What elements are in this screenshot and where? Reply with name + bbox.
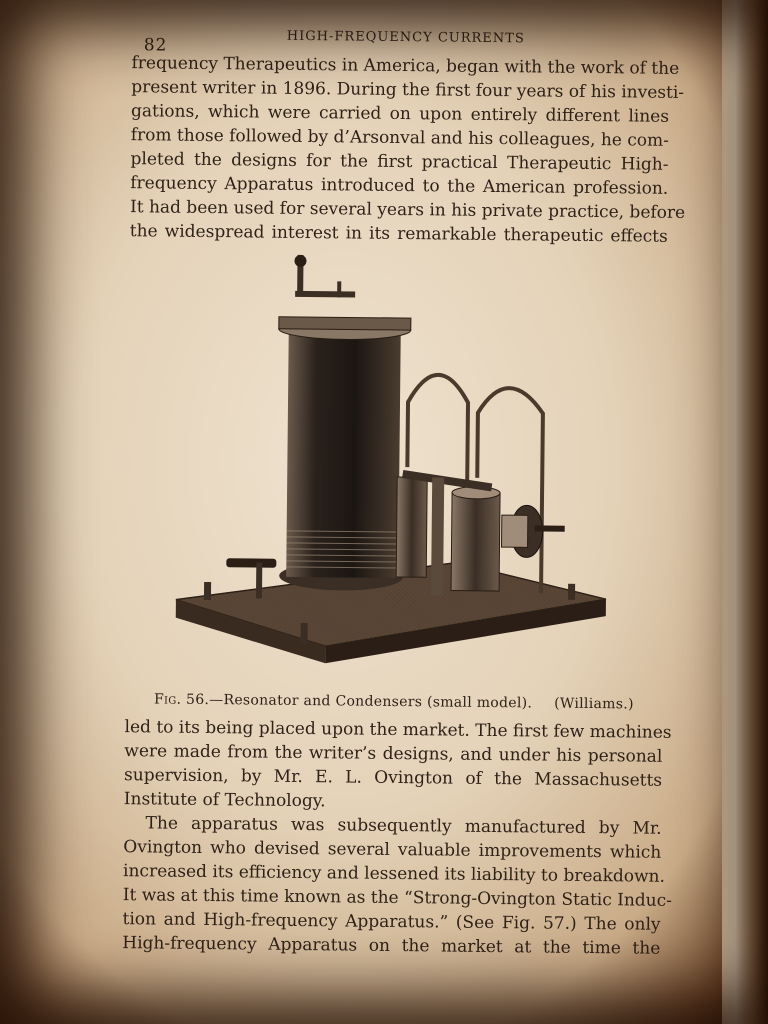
text-line: the widespread interest in its remarkable therapeutic effects xyxy=(129,221,668,247)
figure-caption xyxy=(125,691,663,713)
text-line: increased its efficiency and lessened its liability to breakdown. xyxy=(122,861,666,887)
running-head xyxy=(132,19,670,57)
text-line: It was at this time known as the “Strong-Ovington Static Induc- xyxy=(122,885,673,911)
paragraph-bottom-2 xyxy=(122,811,673,961)
figure-credit: (Williams.) xyxy=(554,695,634,713)
book-spine-edge xyxy=(722,0,768,1024)
text-line: present writer in 1896. During the first four years of his investi- xyxy=(131,77,685,103)
running-head-title: HIGH-FREQUENCY CURRENTS xyxy=(286,28,525,47)
text-line: supervision, by Mr. E. L. Ovington of the Massachusetts xyxy=(123,765,663,791)
paragraph-top xyxy=(129,51,686,249)
page-number: 82 xyxy=(143,35,168,56)
figure-label: Fig. 56. xyxy=(153,691,210,709)
text-line: Institute of Technology. xyxy=(123,789,326,812)
figure-caption-text: —Resonator and Condensers (small model). xyxy=(209,692,533,712)
text-line: tion and High-frequency Apparatus.” (See Fig. 57.) The only xyxy=(122,909,661,935)
text-line: gations, which were carried on upon entirely different lines xyxy=(130,101,670,127)
resonator-engraving xyxy=(155,249,640,694)
text-line: led to its being placed upon the market. The first few machines xyxy=(124,717,672,743)
book-page xyxy=(122,19,686,1000)
text-line: pleted the designs for the first practical Therapeutic High- xyxy=(130,149,669,175)
text-line: frequency Therapeutics in America, began with the work of the xyxy=(131,53,680,79)
paragraph-bottom-1 xyxy=(123,715,672,817)
text-line: The apparatus was subsequently manufactured by Mr. xyxy=(145,813,662,839)
text-line: It had been used for several years in his private practice, before xyxy=(129,197,686,223)
text-line: Ovington who devised several valuable improvements which xyxy=(123,837,662,863)
text-line: frequency Apparatus introduced to the American profession. xyxy=(130,173,669,199)
text-line: from those followed by d’Arsonval and his colleagues, he com- xyxy=(130,125,670,151)
text-line: were made from the writer’s designs, and under his personal xyxy=(124,741,663,767)
figure-resonator-illustration xyxy=(155,249,640,694)
text-line: High-frequency Apparatus on the market at the time the xyxy=(122,933,661,959)
